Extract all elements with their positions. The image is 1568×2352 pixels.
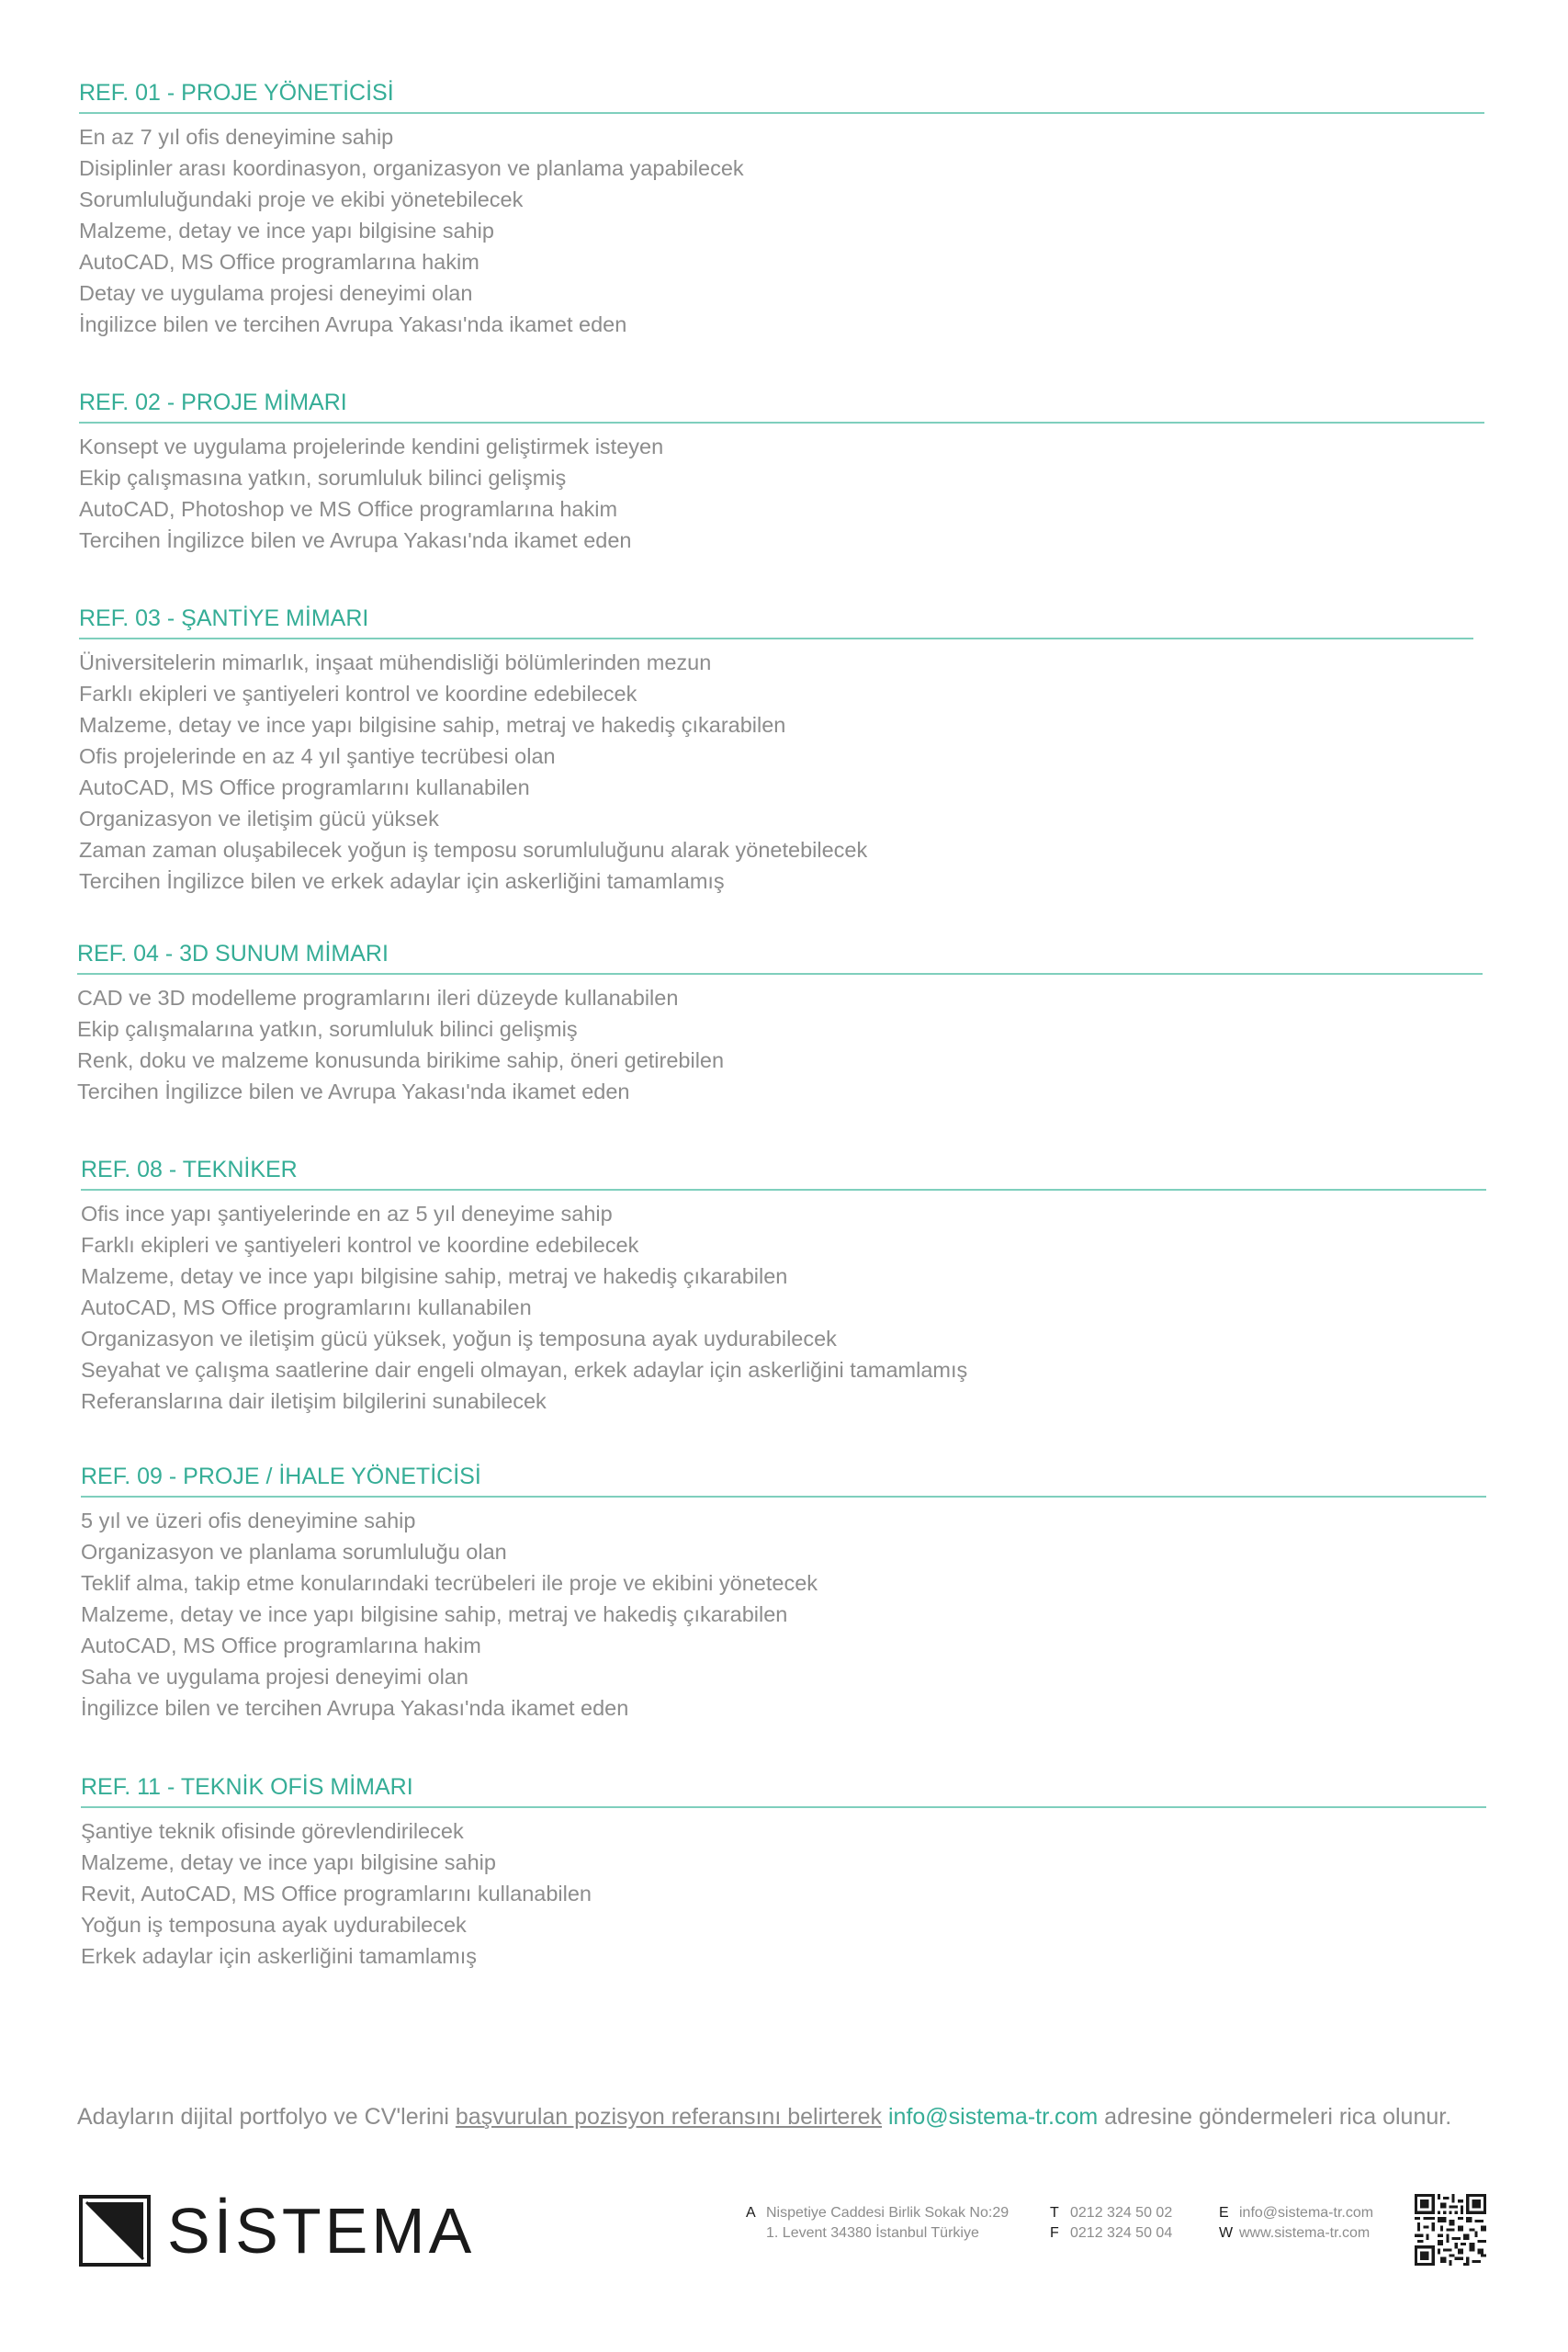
section-divider xyxy=(81,1189,1486,1191)
requirement-item: Malzeme, detay ve ince yapı bilgisine sahip xyxy=(81,1850,496,1874)
section-title: REF. 03 - ŞANTİYE MİMARI xyxy=(79,605,369,631)
section-divider xyxy=(77,973,1483,975)
requirement-item: Tercihen İngilizce bilen ve erkek adaylar için askerliğini tamamlamış xyxy=(79,869,725,893)
requirement-item: Sorumluluğundaki proje ve ekibi yönetebilecek xyxy=(79,187,524,211)
job-section xyxy=(79,603,1473,897)
requirement-item: Tercihen İngilizce bilen ve Avrupa Yakası'nda ikamet eden xyxy=(77,1080,630,1103)
fax-key: F xyxy=(1050,2225,1059,2241)
requirement-item: Farklı ekipleri ve şantiyeleri kontrol ve koordine edebilecek xyxy=(79,682,637,706)
note-suffix: adresine göndermeleri rica olunur. xyxy=(1098,2104,1452,2130)
requirement-item: Detay ve uygulama projesi deneyimi olan xyxy=(79,281,473,305)
job-section xyxy=(81,1461,1486,1724)
requirement-item: AutoCAD, Photoshop ve MS Office programlarına hakim xyxy=(79,497,618,521)
requirement-item: AutoCAD, MS Office programlarına hakim xyxy=(81,1634,481,1657)
section-title: REF. 04 - 3D SUNUM MİMARI xyxy=(77,941,389,967)
requirement-item: Saha ve uygulama projesi deneyimi olan xyxy=(81,1665,468,1689)
section-divider xyxy=(79,638,1473,639)
requirement-item: Disiplinler arası koordinasyon, organizasyon ve planlama yapabilecek xyxy=(79,156,744,180)
address-line-2: 1. Levent 34380 İstanbul Türkiye xyxy=(766,2225,979,2241)
web-key: W xyxy=(1219,2225,1234,2241)
requirement-item: Ekip çalışmalarına yatkın, sorumluluk bilinci gelişmiş xyxy=(77,1017,578,1041)
requirement-item: Malzeme, detay ve ince yapı bilgisine sahip xyxy=(79,219,494,243)
requirement-item: Teklif alma, takip etme konularındaki tecrübeleri ile proje ve ekibini yönetecek xyxy=(81,1571,818,1595)
brand-logo xyxy=(79,2194,475,2267)
requirement-item: Referanslarına dair iletişim bilgilerini sunabilecek xyxy=(81,1389,547,1413)
requirement-item: Malzeme, detay ve ince yapı bilgisine sahip, metraj ve hakediş çıkarabilen xyxy=(81,1602,788,1626)
online-block xyxy=(1219,2203,1373,2244)
address-key: A xyxy=(746,2205,756,2221)
requirement-item: Erkek adaylar için askerliğini tamamlamış xyxy=(81,1944,477,1968)
requirement-item: Malzeme, detay ve ince yapı bilgisine sahip, metraj ve hakediş çıkarabilen xyxy=(81,1264,788,1288)
requirement-item: Konsept ve uygulama projelerinde kendini geliştirmek isteyen xyxy=(79,435,664,458)
section-title: REF. 01 - PROJE YÖNETİCİSİ xyxy=(79,80,394,106)
requirement-item: Seyahat ve çalışma saatlerine dair engeli olmayan, erkek adaylar için askerliğini tamamlamış xyxy=(81,1358,968,1382)
section-title: REF. 09 - PROJE / İHALE YÖNETİCİSİ xyxy=(81,1464,481,1489)
address-block xyxy=(746,2203,1009,2244)
requirement-item: Organizasyon ve iletişim gücü yüksek, yoğun iş temposuna ayak uydurabilecek xyxy=(81,1327,837,1351)
section-divider xyxy=(79,112,1484,114)
job-section xyxy=(81,1154,1486,1417)
application-note xyxy=(77,2104,1451,2131)
requirement-item: Malzeme, detay ve ince yapı bilgisine sahip, metraj ve hakediş çıkarabilen xyxy=(79,713,786,737)
address-line-1: Nispetiye Caddesi Birlik Sokak No:29 xyxy=(766,2205,1010,2221)
requirement-item: Farklı ekipleri ve şantiyeleri kontrol ve koordine edebilecek xyxy=(81,1233,639,1257)
section-divider xyxy=(81,1806,1486,1808)
section-divider xyxy=(79,422,1484,424)
job-section xyxy=(77,938,1483,1107)
requirement-item: Ekip çalışmasına yatkın, sorumluluk bilinci gelişmiş xyxy=(79,466,567,490)
requirement-item: Zaman zaman oluşabilecek yoğun iş temposu sorumluluğunu alarak yönetebilecek xyxy=(79,838,868,862)
note-prefix: Adayların dijital portfolyo ve CV'lerini xyxy=(77,2104,456,2130)
fax-number: 0212 324 50 04 xyxy=(1070,2225,1173,2241)
section-title: REF. 11 - TEKNİK OFİS MİMARI xyxy=(81,1774,413,1800)
requirement-item: Organizasyon ve planlama sorumluluğu olan xyxy=(81,1540,507,1564)
phone-block xyxy=(1050,2203,1172,2244)
qr-code-icon xyxy=(1415,2194,1486,2266)
requirement-item: İngilizce bilen ve tercihen Avrupa Yakası'nda ikamet eden xyxy=(81,1696,629,1720)
requirement-item: Üniversitelerin mimarlık, inşaat mühendisliği bölümlerinden mezun xyxy=(79,650,712,674)
job-section xyxy=(79,77,1484,340)
job-section xyxy=(81,1771,1486,1972)
requirement-item: AutoCAD, MS Office programlarına hakim xyxy=(79,250,479,274)
requirement-item: Ofis projelerinde en az 4 yıl şantiye tecrübesi olan xyxy=(79,744,556,768)
requirement-item: Ofis ince yapı şantiyelerinde en az 5 yıl deneyime sahip xyxy=(81,1202,613,1226)
brand-name: SİSTEMA xyxy=(167,2195,476,2267)
requirement-item: Şantiye teknik ofisinde görevlendirilecek xyxy=(81,1819,464,1843)
requirement-item: Revit, AutoCAD, MS Office programlarını kullanabilen xyxy=(81,1882,592,1905)
sistema-logo-icon xyxy=(79,2195,151,2267)
section-divider xyxy=(81,1496,1486,1498)
requirement-item: En az 7 yıl ofis deneyimine sahip xyxy=(79,125,394,149)
requirement-item: CAD ve 3D modelleme programlarını ileri düzeyde kullanabilen xyxy=(77,986,679,1010)
requirement-item: 5 yıl ve üzeri ofis deneyimine sahip xyxy=(81,1509,416,1532)
section-title: REF. 02 - PROJE MİMARI xyxy=(79,390,347,415)
note-email-link[interactable]: info@sistema-tr.com xyxy=(888,2104,1099,2130)
note-underlined: başvurulan pozisyon referansını belirterek xyxy=(455,2104,883,2130)
phone-number: 0212 324 50 02 xyxy=(1070,2205,1173,2221)
requirement-item: İngilizce bilen ve tercihen Avrupa Yakası'nda ikamet eden xyxy=(79,312,627,336)
requirement-item: AutoCAD, MS Office programlarını kullanabilen xyxy=(79,775,530,799)
job-section xyxy=(79,387,1484,556)
requirement-item: Organizasyon ve iletişim gücü yüksek xyxy=(79,807,439,831)
contact-email-link[interactable]: info@sistema-tr.com xyxy=(1239,2205,1374,2221)
section-title: REF. 08 - TEKNİKER xyxy=(81,1157,298,1182)
requirement-item: Tercihen İngilizce bilen ve Avrupa Yakası'nda ikamet eden xyxy=(79,528,632,552)
phone-key: T xyxy=(1050,2205,1059,2221)
requirement-item: Renk, doku ve malzeme konusunda birikime sahip, öneri getirebilen xyxy=(77,1048,725,1072)
requirement-item: Yoğun iş temposuna ayak uydurabilecek xyxy=(81,1913,467,1937)
requirement-item: AutoCAD, MS Office programlarını kullanabilen xyxy=(81,1295,532,1319)
email-key: E xyxy=(1219,2205,1229,2221)
website-link[interactable]: www.sistema-tr.com xyxy=(1239,2225,1371,2241)
